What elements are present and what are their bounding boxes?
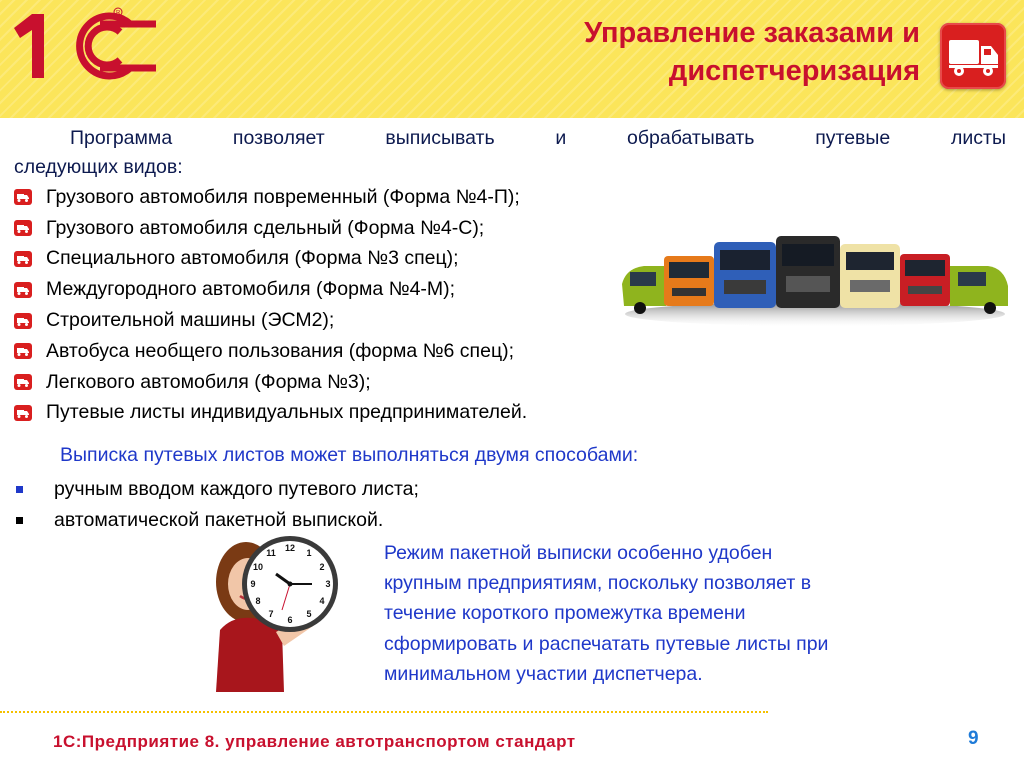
list-item-label: ручным вводом каждого путевого листа;	[54, 478, 419, 500]
methods-title: Выписка путевых листов может выполняться двумя способами:	[60, 444, 639, 466]
svg-text:9: 9	[250, 579, 256, 589]
truck-bullet-icon	[14, 343, 32, 359]
list-item-label: Специального автомобиля (Форма №3 спец);	[46, 247, 459, 270]
list-item	[14, 474, 419, 505]
intro-word: обрабатывать	[627, 127, 755, 149]
slide-title-line1: Управление заказами и	[584, 17, 920, 49]
truck-bullet-icon	[14, 374, 32, 390]
list-item	[14, 274, 527, 305]
list-item-label: Легкового автомобиля (Форма №3);	[46, 370, 371, 393]
list-item-label: Путевые листы индивидуальных предпринимателей.	[46, 401, 528, 424]
svg-text:12: 12	[284, 543, 296, 553]
slide-header	[0, 0, 1024, 118]
intro-word: и	[555, 127, 567, 149]
list-item-label: Грузового автомобиля повременный (Форма №4-П);	[46, 185, 520, 208]
intro-word: Программа	[70, 127, 173, 149]
svg-text:R: R	[116, 10, 121, 17]
list-item-label: Автобуса необщего пользования (форма №6 спец);	[46, 339, 515, 362]
truck-bullet-icon	[14, 189, 32, 205]
woman-with-clock-illustration	[212, 532, 362, 692]
svg-text:11: 11	[266, 548, 276, 558]
svg-text:4: 4	[319, 596, 325, 606]
intro-word: выписывать	[385, 127, 495, 149]
list-item-label: Строительной машины (ЭСМ2);	[46, 309, 335, 332]
footer-product-name: 1С:Предприятие 8. управление автотранспортом стандарт	[53, 732, 576, 751]
page-number: 9	[968, 728, 979, 749]
trucks-illustration	[620, 232, 1010, 332]
note-line: сформировать и распечатать путевые листы при	[384, 632, 829, 655]
svg-text:7: 7	[268, 609, 274, 619]
svg-text:5: 5	[306, 609, 312, 619]
square-bullet-icon	[16, 486, 23, 493]
slide-title-line2: диспетчеризация	[668, 55, 920, 87]
note-line: течение короткого промежутка времени	[384, 602, 746, 625]
methods-list	[14, 474, 419, 536]
list-item-label: автоматической пакетной выпиской.	[54, 509, 384, 531]
list-item	[14, 336, 527, 367]
list-item-label: Междугородного автомобиля (Форма №4-М);	[46, 278, 456, 301]
note-line: Режим пакетной выписки особенно удобен	[384, 542, 773, 564]
svg-text:1: 1	[306, 548, 312, 558]
truck-bullet-icon	[14, 313, 32, 329]
truck-icon	[940, 23, 1006, 89]
intro-paragraph	[14, 124, 1006, 182]
svg-text:2: 2	[319, 562, 325, 572]
list-item	[14, 305, 527, 336]
svg-text:8: 8	[255, 596, 261, 606]
footer-divider	[0, 711, 768, 713]
svg-text:6: 6	[287, 615, 293, 625]
batch-mode-note	[384, 538, 924, 689]
waybill-forms-list	[14, 182, 527, 428]
intro-word: путевые	[815, 127, 891, 149]
note-line: крупным предприятиям, поскольку позволяет в	[384, 572, 812, 595]
list-item	[14, 398, 527, 429]
note-line: минимальном участии диспетчера.	[384, 662, 703, 685]
truck-bullet-icon	[14, 220, 32, 236]
slide-title	[360, 14, 920, 90]
intro-word: листы	[951, 127, 1006, 149]
list-item	[14, 213, 527, 244]
truck-bullet-icon	[14, 251, 32, 267]
list-item	[14, 244, 527, 275]
list-item	[14, 182, 527, 213]
logo-1c	[6, 4, 166, 89]
truck-bullet-icon	[14, 282, 32, 298]
svg-text:10: 10	[252, 562, 264, 572]
intro-word: позволяет	[232, 127, 325, 149]
svg-text:3: 3	[325, 579, 331, 589]
truck-bullet-icon	[14, 405, 32, 421]
intro-line1	[14, 124, 1006, 153]
square-bullet-icon	[16, 517, 23, 524]
list-item	[14, 367, 527, 398]
list-item-label: Грузового автомобиля сдельный (Форма №4-С);	[46, 216, 485, 239]
intro-line2: следующих видов:	[14, 156, 183, 178]
